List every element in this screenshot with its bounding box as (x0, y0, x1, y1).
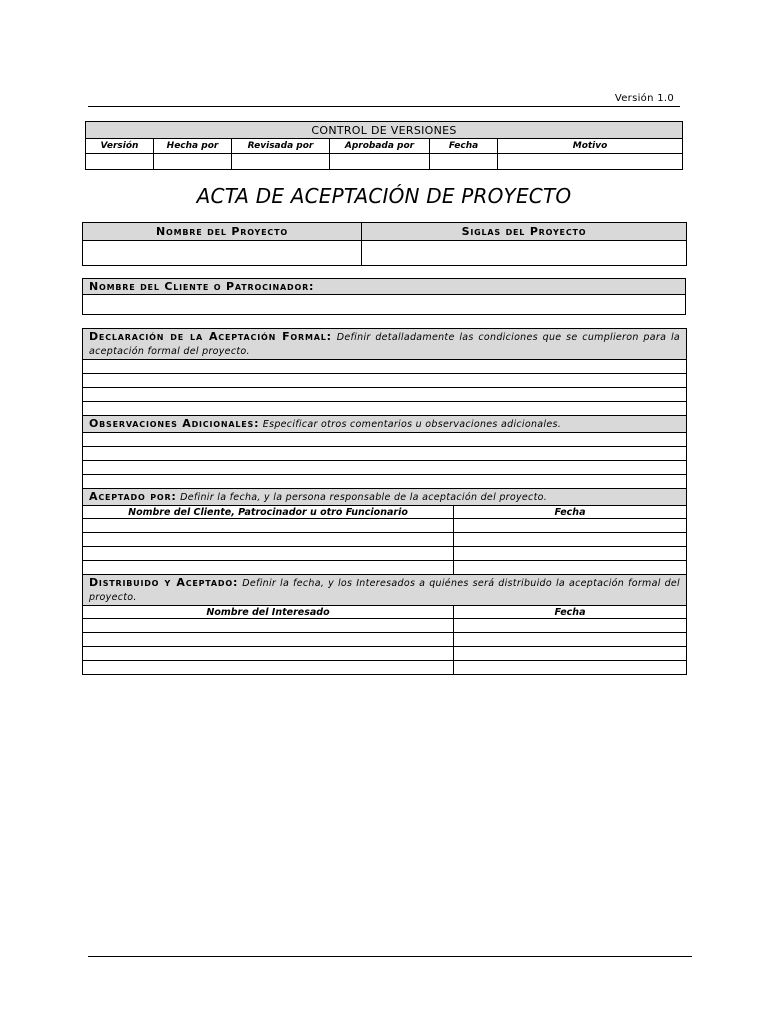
stakeholder-date-column-header: Fecha (454, 606, 687, 619)
accepted-date-cell[interactable] (454, 533, 687, 547)
column-header-made-by: Hecha por (154, 139, 232, 154)
stakeholder-date-cell[interactable] (454, 647, 687, 661)
stakeholder-date-cell[interactable] (454, 661, 687, 675)
accepted-name-cell[interactable] (83, 547, 454, 561)
reviewed-by-cell[interactable] (232, 154, 330, 170)
accepted-by-label: Aceptado por: (89, 490, 177, 503)
client-table (82, 278, 686, 315)
declaration-line[interactable] (83, 374, 687, 388)
project-table (82, 222, 687, 266)
column-header-version: Versión (86, 139, 154, 154)
stakeholder-name-cell[interactable] (83, 619, 454, 633)
stakeholder-date-cell[interactable] (454, 619, 687, 633)
accepted-name-cell[interactable] (83, 561, 454, 575)
distributed-header (83, 575, 687, 606)
stakeholder-name-column-header: Nombre del Interesado (83, 606, 454, 619)
accepted-date-cell[interactable] (454, 519, 687, 533)
version-control-title: CONTROL DE VERSIONES (86, 122, 683, 139)
stakeholder-date-cell[interactable] (454, 633, 687, 647)
project-name-header: Nombre del Proyecto (83, 223, 362, 241)
client-field[interactable] (83, 295, 686, 315)
declaration-label: Declaración de la Aceptación Formal: (89, 330, 332, 343)
distributed-label: Distribuido y Aceptado: (89, 576, 239, 589)
project-acronym-header: Siglas del Proyecto (362, 223, 687, 241)
distributed-description: Definir la fecha, y los Interesados a quiénes será distribuido la aceptación formal del proyecto. (89, 578, 680, 603)
observations-description: Especificar otros comentarios u observaciones adicionales. (262, 419, 562, 430)
observations-line[interactable] (83, 475, 687, 489)
declaration-line[interactable] (83, 360, 687, 374)
observations-header (83, 416, 687, 433)
accepted-by-description: Definir la fecha, y la persona responsable de la aceptación del proyecto. (180, 492, 548, 503)
observations-label: Observaciones Adicionales: (89, 417, 260, 430)
reason-cell[interactable] (498, 154, 683, 170)
accepted-name-cell[interactable] (83, 519, 454, 533)
client-header: Nombre del Cliente o Patrocinador: (83, 279, 686, 295)
document-title: ACTA DE ACEPTACIÓN DE PROYECTO (196, 184, 572, 208)
accepted-date-cell[interactable] (454, 547, 687, 561)
accepted-name-column-header: Nombre del Cliente, Patrocinador u otro Funcionario (83, 506, 454, 519)
date-cell[interactable] (430, 154, 498, 170)
approved-by-cell[interactable] (330, 154, 430, 170)
acceptance-form-table (82, 328, 687, 675)
stakeholder-name-cell[interactable] (83, 661, 454, 675)
accepted-by-header (83, 489, 687, 506)
observations-line[interactable] (83, 447, 687, 461)
version-row (86, 154, 683, 170)
header-rule (88, 106, 680, 107)
column-header-reason: Motivo (498, 139, 683, 154)
project-acronym-field[interactable] (362, 241, 687, 266)
version-control-table (85, 121, 683, 170)
project-name-field[interactable] (83, 241, 362, 266)
accepted-name-cell[interactable] (83, 533, 454, 547)
made-by-cell[interactable] (154, 154, 232, 170)
declaration-header (83, 329, 687, 360)
document-version: Versión 1.0 (614, 93, 674, 104)
footer-rule (88, 956, 692, 957)
declaration-line[interactable] (83, 402, 687, 416)
stakeholder-name-cell[interactable] (83, 633, 454, 647)
observations-line[interactable] (83, 461, 687, 475)
declaration-description: Definir detalladamente las condiciones que se cumplieron para la aceptación formal del proyecto. (89, 332, 681, 357)
column-header-reviewed-by: Revisada por (232, 139, 330, 154)
observations-line[interactable] (83, 433, 687, 447)
declaration-line[interactable] (83, 388, 687, 402)
accepted-date-cell[interactable] (454, 561, 687, 575)
accepted-date-column-header: Fecha (454, 506, 687, 519)
stakeholder-name-cell[interactable] (83, 647, 454, 661)
version-cell[interactable] (86, 154, 154, 170)
column-header-approved-by: Aprobada por (330, 139, 430, 154)
column-header-date: Fecha (430, 139, 498, 154)
